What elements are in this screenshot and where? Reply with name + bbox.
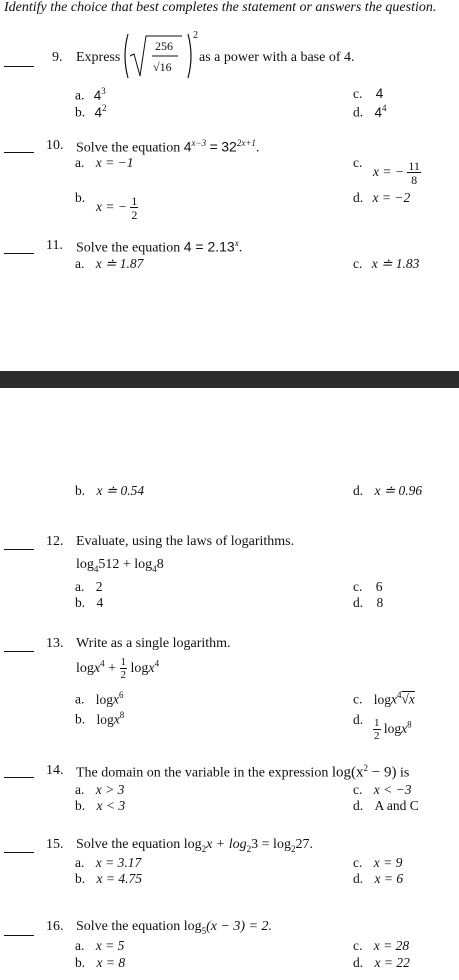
option-14c[interactable] (353, 782, 411, 798)
question-number-12: 12. (46, 534, 64, 549)
question-number-9: 9. (52, 50, 63, 65)
exponent: 4 (100, 658, 105, 669)
fraction-denominator: 2 (131, 208, 138, 222)
question-15-prefix: Solve the equation (76, 837, 181, 852)
fraction-denominator: 2 (374, 730, 380, 742)
log-base: 2 (246, 843, 252, 854)
option-text: x = −1 (95, 155, 134, 170)
option-text: x = 5 (95, 938, 125, 953)
exponent: 2 (363, 763, 368, 773)
option-text: 6 (375, 579, 383, 594)
instructions-header: Identify the choice that best completes the statement or answers the question. (4, 0, 437, 15)
fraction-numerator: 256 (155, 39, 173, 53)
option-text: x = −2 (372, 190, 411, 205)
question-16-prefix: Solve the equation (76, 919, 181, 934)
option-text: x ≐ 1.87 (95, 256, 144, 271)
option-letter: b. (75, 955, 86, 970)
option-letter: a. (75, 87, 85, 103)
option-12b[interactable] (75, 595, 103, 611)
option-text: x ≐ 0.96 (374, 483, 423, 498)
log: log (183, 919, 202, 934)
option-letter: c. (353, 579, 363, 594)
page-break-band (0, 371, 459, 388)
option-10c-expression (373, 160, 421, 186)
log: log (95, 691, 114, 707)
expression-part-1: x + log (206, 837, 247, 852)
half-fraction (120, 657, 128, 681)
variable: x (113, 711, 120, 727)
option-15a[interactable] (75, 855, 141, 871)
option-13d[interactable] (353, 712, 363, 728)
question-number-16: 16. (46, 919, 64, 934)
equals-sign: = (209, 138, 218, 155)
option-letter: c. (353, 155, 363, 170)
answer-blank-10[interactable] (4, 152, 34, 153)
option-11b[interactable] (75, 483, 144, 499)
option-text: 4 (96, 595, 104, 610)
option-10b[interactable] (75, 190, 85, 206)
question-14-prefix: The domain on the variable in the expression (76, 765, 329, 781)
log-base-b: 4 (152, 563, 157, 574)
option-letter: b. (75, 104, 86, 120)
option-13b[interactable] (75, 710, 124, 728)
option-letter: a. (75, 579, 85, 594)
question-9-prefix: Express (76, 50, 121, 65)
answer-blank-13[interactable] (4, 651, 34, 652)
option-text: x = 28 (373, 938, 410, 953)
option-lhs: x = − (96, 199, 127, 215)
answer-blank-16[interactable] (4, 935, 34, 936)
option-text: x = 4.75 (96, 871, 142, 886)
option-letter: b. (75, 190, 86, 205)
question-number-15: 15. (46, 837, 64, 852)
question-number-13: 13. (46, 636, 64, 651)
answer-blank-15[interactable] (4, 852, 34, 853)
question-9-expression (122, 30, 198, 82)
log: log (96, 711, 114, 727)
option-text: A and C (374, 798, 419, 813)
fraction-denominator: 2 (120, 669, 127, 681)
option-text: 2 (95, 579, 103, 594)
option-12c[interactable] (353, 579, 383, 595)
option-9c[interactable] (353, 86, 383, 102)
option-text: x = 8 (96, 955, 126, 970)
exponent: 6 (119, 690, 124, 700)
option-text: 4 (375, 86, 384, 101)
option-13d-expression (373, 718, 412, 742)
option-letter: b. (75, 483, 86, 498)
root-term: √x (401, 691, 415, 707)
exponent: 4 (397, 690, 402, 700)
option-lhs: x = − (373, 164, 404, 180)
option-letter: d. (353, 483, 364, 498)
option-16b[interactable] (75, 955, 125, 971)
variable: x (113, 691, 120, 707)
log: log (383, 721, 402, 737)
period: . (238, 240, 243, 256)
option-letter: c. (353, 691, 363, 707)
question-11-text (76, 238, 242, 257)
option-10c[interactable] (353, 155, 362, 171)
option-10a[interactable] (75, 155, 133, 171)
answer-blank-11[interactable] (4, 253, 34, 254)
option-13c[interactable] (353, 690, 415, 708)
plus-sign: + (108, 661, 117, 677)
question-14-text (76, 763, 409, 782)
variable: x (401, 721, 408, 737)
expression-end: − 9) (368, 764, 397, 781)
option-14a[interactable] (75, 782, 124, 798)
log: log (76, 661, 94, 677)
option-letter: c. (353, 855, 363, 870)
fraction-numerator: 1 (374, 717, 380, 729)
option-letter: d. (353, 798, 364, 813)
option-9a[interactable] (75, 86, 106, 104)
expression-part-3: 27. (295, 837, 313, 852)
option-text: 8 (376, 595, 384, 610)
question-number-14: 14. (46, 763, 64, 778)
question-12-text: Evaluate, using the laws of logarithms. (76, 534, 295, 549)
option-letter: d. (353, 955, 364, 970)
option-letter: d. (353, 871, 364, 886)
question-9-suffix: as a power with a base of 4. (199, 50, 355, 65)
option-16d[interactable] (353, 955, 410, 971)
variable: x (93, 661, 101, 677)
question-15-text (76, 837, 313, 854)
option-letter: b. (75, 711, 86, 727)
option-letter: c. (353, 782, 363, 797)
option-14b[interactable] (75, 798, 125, 814)
option-9d[interactable] (353, 103, 387, 121)
option-16c[interactable] (353, 938, 409, 954)
exponent: x (234, 238, 239, 248)
question-10-prefix: Solve the equation (76, 140, 181, 156)
option-text: x < −3 (373, 782, 412, 797)
option-14d[interactable] (353, 798, 419, 814)
log-base: 2 (290, 843, 296, 854)
log: log (373, 691, 392, 707)
lhs-exponent: x−3 (191, 138, 207, 148)
option-15c[interactable] (353, 855, 402, 871)
fraction-denominator: √16 (153, 60, 172, 74)
option-letter: c. (353, 86, 363, 101)
option-letter: d. (353, 190, 364, 205)
option-letter: d. (353, 104, 364, 120)
question-16-text (76, 919, 272, 936)
option-letter: a. (75, 256, 85, 271)
expression-part-2: 3 = log (251, 837, 291, 852)
half-fraction (373, 718, 381, 742)
option-exponent: 3 (101, 86, 106, 96)
question-10-text (76, 138, 259, 157)
fraction-numerator: 1 (120, 656, 127, 668)
option-13a[interactable] (75, 690, 124, 708)
question-number-10: 10. (46, 138, 64, 153)
option-letter: d. (353, 712, 364, 727)
log: log (130, 661, 149, 677)
period: . (255, 140, 260, 156)
option-letter: c. (353, 938, 363, 953)
exponent: 8 (119, 710, 125, 720)
question-13-expression (76, 657, 159, 681)
log: log (183, 837, 202, 852)
answer-blank-14[interactable] (4, 777, 34, 778)
option-fraction (130, 195, 138, 221)
option-letter: a. (75, 855, 85, 870)
option-text: x < 3 (96, 798, 126, 813)
option-9b[interactable] (75, 103, 107, 121)
option-letter: a. (75, 782, 85, 797)
question-number-11: 11. (46, 238, 63, 253)
option-base: 4 (93, 87, 102, 103)
option-11d[interactable] (353, 483, 422, 499)
option-16a[interactable] (75, 938, 124, 954)
fraction-denominator: 8 (411, 173, 418, 187)
rhs-exponent: 2x+1 (236, 138, 256, 148)
fraction-numerator: 11 (408, 159, 420, 173)
log-arg-a: 512 + log (98, 557, 153, 572)
option-text: x > 3 (95, 782, 125, 797)
log-argument: (x − 3) = 2. (206, 919, 273, 934)
question-14-tail: is (399, 765, 410, 781)
option-letter: c. (353, 256, 363, 271)
option-letter: b. (75, 595, 86, 610)
option-fraction (407, 160, 421, 186)
option-exponent: 2 (102, 103, 107, 113)
option-11c[interactable] (353, 256, 419, 272)
exponent: 4 (154, 658, 160, 669)
outer-exponent: 2 (193, 30, 198, 41)
fraction-numerator: 1 (131, 194, 138, 208)
option-base: 4 (94, 104, 103, 120)
option-10b-expression (96, 195, 138, 221)
option-12d[interactable] (353, 595, 383, 611)
option-letter: d. (353, 595, 364, 610)
expression-start: log(x (331, 764, 364, 781)
option-text: x = 9 (373, 855, 403, 870)
option-10d[interactable] (353, 190, 410, 206)
option-exponent: 4 (382, 103, 387, 113)
option-text: x = 22 (374, 955, 410, 970)
lhs-base: 4 (183, 138, 192, 155)
option-15b[interactable] (75, 871, 142, 887)
option-letter: a. (75, 691, 85, 707)
question-12-expression (76, 557, 164, 574)
option-text: x = 6 (374, 871, 404, 886)
option-base: 4 (374, 104, 383, 120)
option-12a[interactable] (75, 579, 103, 595)
option-15d[interactable] (353, 871, 403, 887)
variable: x (391, 691, 398, 707)
variable: x (148, 661, 155, 677)
log-a: log (76, 557, 94, 572)
option-letter: b. (75, 798, 86, 813)
log-arg-b: 8 (156, 557, 164, 572)
question-11-equation: 4 = 2.13 (183, 238, 235, 255)
exponent: 8 (407, 719, 412, 730)
log-base: 2 (201, 843, 207, 854)
rhs-base: 32 (221, 138, 237, 155)
option-text: x = 3.17 (95, 855, 142, 870)
answer-blank-9[interactable] (4, 66, 34, 67)
option-letter: a. (75, 155, 85, 170)
log-base: 5 (201, 925, 207, 936)
option-text: x ≐ 1.83 (371, 256, 420, 271)
option-text: x ≐ 0.54 (96, 483, 145, 498)
option-11a[interactable] (75, 256, 143, 272)
option-letter: b. (75, 871, 86, 886)
log-base-a: 4 (93, 563, 99, 574)
option-letter: a. (75, 938, 85, 953)
question-13-text: Write as a single logarithm. (76, 636, 231, 651)
answer-blank-12[interactable] (4, 549, 34, 550)
question-11-prefix: Solve the equation (76, 240, 181, 256)
